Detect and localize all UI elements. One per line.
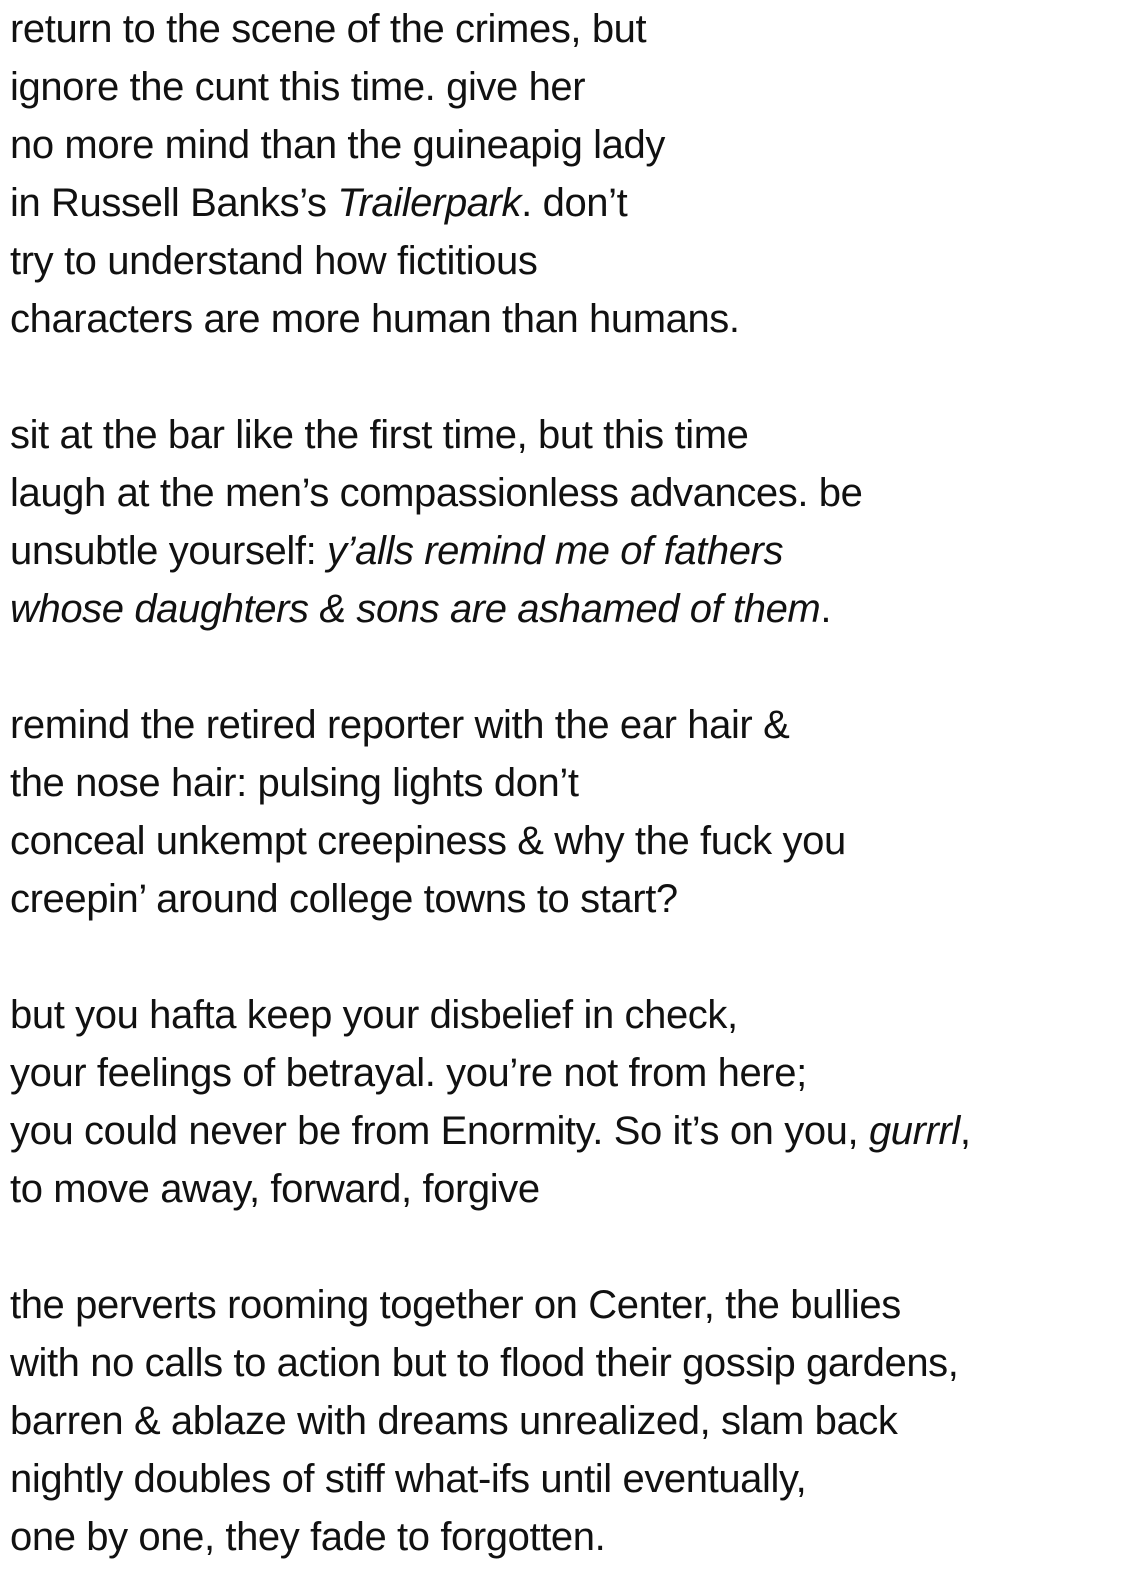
line-text: no more mind than the guineapig lady <box>10 123 665 167</box>
line-text: remind the retired reporter with the ear hair & <box>10 703 790 747</box>
line-text: the perverts rooming together on Center, the bullies <box>10 1283 901 1327</box>
line-text: to move away, forward, forgive <box>10 1167 540 1211</box>
poem-line <box>10 0 1140 58</box>
line-text: nightly doubles of stiff what-ifs until eventually, <box>10 1457 807 1501</box>
poem-line <box>10 174 1140 232</box>
poem-line <box>10 232 1140 290</box>
poem-line <box>10 1160 1140 1218</box>
italic-title: Trailerpark <box>337 181 522 225</box>
line-text: in Russell Banks’s <box>10 181 338 225</box>
line-text: unsubtle yourself: <box>10 529 328 573</box>
line-text: your feelings of betrayal. you’re not from here; <box>10 1051 807 1095</box>
poem-line <box>10 464 1140 522</box>
line-text: you could never be from Enormity. So it’s on you, <box>10 1109 869 1153</box>
stanza-3 <box>10 696 1140 928</box>
line-text: creepin’ around college towns to start? <box>10 877 678 921</box>
line-text: with no calls to action but to flood their gossip gardens, <box>10 1341 959 1385</box>
line-text: . <box>820 587 832 631</box>
line-text: but you hafta keep your disbelief in check, <box>10 993 738 1037</box>
line-text: conceal unkempt creepiness & why the fuck you <box>10 819 846 863</box>
line-text: characters are more human than humans. <box>10 297 740 341</box>
stanza-4 <box>10 986 1140 1218</box>
poem-line <box>10 522 1140 580</box>
poem-line <box>10 406 1140 464</box>
poem-line <box>10 1508 1140 1566</box>
poem-line <box>10 812 1140 870</box>
line-text: try to understand how fictitious <box>10 239 538 283</box>
poem-line <box>10 1450 1140 1508</box>
poem-line <box>10 580 1140 638</box>
poem-line <box>10 1276 1140 1334</box>
line-text: sit at the bar like the first time, but this time <box>10 413 749 457</box>
line-text: ignore the cunt this time. give her <box>10 65 586 109</box>
poem-line <box>10 116 1140 174</box>
stanza-break <box>10 348 1140 406</box>
stanza-break <box>10 928 1140 986</box>
italic-quote: y’alls remind me of fathers <box>327 529 784 573</box>
poem-line <box>10 1392 1140 1450</box>
stanza-break <box>10 1218 1140 1276</box>
poem-line <box>10 1044 1140 1102</box>
poem <box>10 0 1140 1566</box>
stanza-break <box>10 638 1140 696</box>
poem-line <box>10 1334 1140 1392</box>
poem-line <box>10 696 1140 754</box>
stanza-2 <box>10 406 1140 638</box>
poem-line <box>10 58 1140 116</box>
line-text: return to the scene of the crimes, but <box>10 7 647 51</box>
poem-line <box>10 986 1140 1044</box>
line-text: . don’t <box>521 181 628 225</box>
poem-line <box>10 754 1140 812</box>
italic-quote: whose daughters & sons are ashamed of them <box>10 587 821 631</box>
italic-word: gurrrl <box>868 1109 960 1153</box>
stanza-5 <box>10 1276 1140 1566</box>
poem-line <box>10 290 1140 348</box>
line-text: barren & ablaze with dreams unrealized, slam back <box>10 1399 898 1443</box>
line-text: the nose hair: pulsing lights don’t <box>10 761 579 805</box>
stanza-1 <box>10 0 1140 348</box>
poem-line <box>10 870 1140 928</box>
poem-line <box>10 1102 1140 1160</box>
line-text: , <box>959 1109 971 1153</box>
line-text: laugh at the men’s compassionless advances. be <box>10 471 863 515</box>
line-text: one by one, they fade to forgotten. <box>10 1515 606 1559</box>
